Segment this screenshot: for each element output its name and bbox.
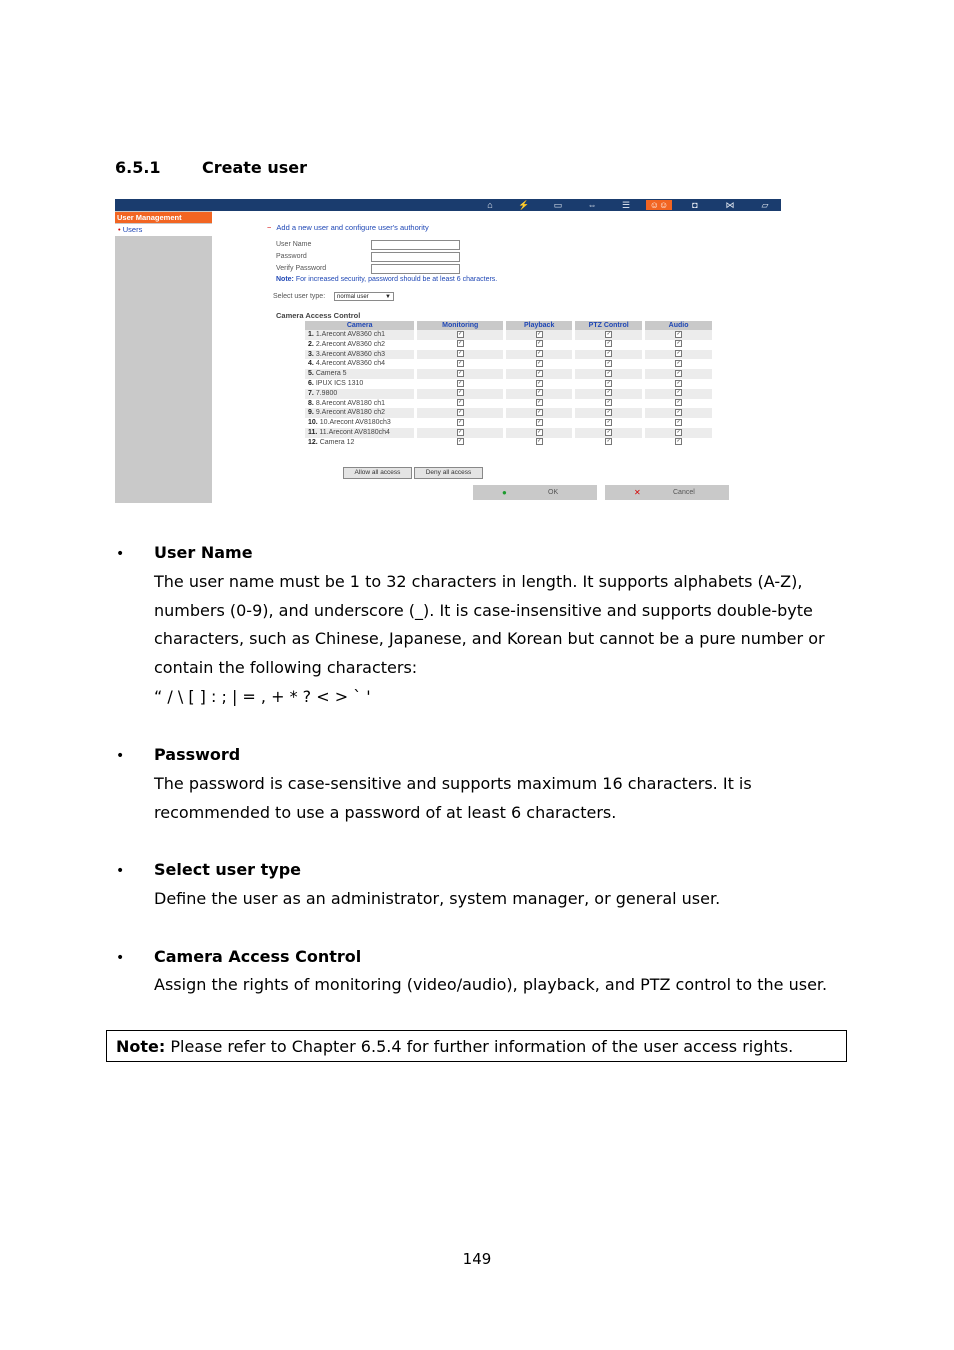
permission-checkbox[interactable]: ✓	[676, 418, 681, 425]
permission-checkbox[interactable]: ✓	[537, 418, 542, 425]
item-title-user-type: Select user type	[154, 860, 302, 879]
table-row	[305, 438, 714, 448]
permission-checkbox[interactable]: ✓	[458, 409, 463, 416]
camera-name-cell	[305, 369, 416, 379]
camera-number: 4.	[308, 360, 314, 368]
permission-cell	[505, 359, 574, 369]
users-icon[interactable]: ☺☺	[646, 200, 672, 210]
check-icon: ●	[502, 488, 507, 497]
user-type-select[interactable]	[334, 292, 394, 301]
permission-checkbox[interactable]: ✓	[458, 389, 463, 396]
body-line: The user name must be 1 to 32 characters in length. It supports alphabets (A-Z),	[154, 572, 803, 591]
permission-checkbox[interactable]: ✓	[606, 428, 611, 435]
permission-cell	[505, 379, 574, 389]
permission-checkbox[interactable]: ✓	[606, 409, 611, 416]
camera-name: 4.Arecont AV8360 ch4	[315, 360, 385, 368]
permission-cell	[644, 389, 714, 399]
permission-cell	[416, 408, 505, 418]
content-title	[267, 223, 429, 232]
permission-checkbox[interactable]: ✓	[458, 399, 463, 406]
permission-cell	[644, 399, 714, 409]
sidebar-item-users[interactable]	[115, 224, 212, 236]
sidebar-item-label: Users	[122, 225, 143, 234]
camera-number: 3.	[308, 350, 314, 358]
table-header-row	[305, 321, 714, 330]
bullet-marker: •	[116, 950, 125, 966]
permission-cell	[416, 350, 505, 360]
permission-checkbox[interactable]: ✓	[606, 389, 611, 396]
section-title: Create user	[202, 158, 308, 177]
tools-icon[interactable]: ⋈	[725, 200, 735, 210]
camera-name: IPUX ICS 1310	[315, 379, 364, 387]
permission-checkbox[interactable]: ✓	[676, 369, 681, 376]
permission-cell	[416, 369, 505, 379]
body-line: Define the user as an administrator, system manager, or general user.	[154, 889, 721, 908]
network-icon[interactable]: ⚡	[518, 200, 530, 210]
permission-cell	[644, 369, 714, 379]
camera-access-title: Camera Access Control	[276, 311, 361, 320]
permission-checkbox[interactable]: ✓	[676, 340, 681, 347]
camera-name-cell	[305, 330, 416, 340]
camera-name: Camera 12	[319, 438, 355, 446]
camera-name-cell	[305, 359, 416, 369]
table-row	[305, 408, 714, 418]
permission-checkbox[interactable]: ✓	[676, 399, 681, 406]
permission-checkbox[interactable]: ✓	[458, 340, 463, 347]
camera-name: 1.Arecont AV8360 ch1	[315, 331, 385, 338]
camera-number: 7.	[308, 389, 314, 397]
item-title-camera-access: Camera Access Control	[154, 947, 362, 966]
camera-number: 8.	[308, 399, 314, 407]
item-body-user-type	[154, 885, 854, 914]
permission-cell	[644, 340, 714, 350]
home-icon[interactable]: ⌂	[487, 200, 493, 210]
item-title-password: Password	[154, 745, 241, 764]
password-label: Password	[276, 253, 307, 260]
permission-checkbox[interactable]: ✓	[537, 350, 542, 357]
permission-cell	[644, 408, 714, 418]
table-row	[305, 389, 714, 399]
item-body-camera-access	[154, 971, 854, 1000]
table-row	[305, 369, 714, 379]
camera-name-cell	[305, 340, 416, 350]
camera-name: Camera 5	[315, 370, 347, 378]
body-line: Assign the rights of monitoring (video/audio), playback, and PTZ control to the user.	[154, 975, 828, 994]
camera-number: 2.	[308, 340, 314, 348]
permission-cell	[574, 389, 644, 399]
deny-all-access-button[interactable]: Deny all access	[414, 467, 483, 479]
body-line: contain the following characters:	[154, 658, 418, 678]
note-label: Note:	[116, 1037, 166, 1056]
note-box	[106, 1030, 847, 1062]
table-row	[305, 340, 714, 350]
logs-icon[interactable]: ▱	[761, 200, 769, 210]
user-management-screenshot	[115, 199, 781, 503]
allow-all-access-button[interactable]: Allow all access	[343, 467, 412, 479]
permission-checkbox[interactable]: ✓	[458, 369, 463, 376]
ok-button[interactable]	[473, 485, 597, 500]
camera-name: 7.9800	[315, 389, 338, 397]
note-text: For increased security, password should be at least 6 characters.	[295, 276, 498, 283]
column-header: Audio	[644, 321, 714, 330]
body-line: recommended to use a password of at least 6 characters.	[154, 802, 617, 822]
device-icon[interactable]: ▭	[553, 200, 563, 210]
camera-name: 2.Arecont AV8360 ch2	[315, 340, 385, 348]
permission-checkbox[interactable]: ✓	[458, 428, 463, 435]
permission-cell	[644, 379, 714, 389]
camera-name-cell	[305, 408, 416, 418]
permission-cell	[416, 418, 505, 428]
table-row	[305, 399, 714, 409]
bullet-marker: •	[116, 546, 125, 562]
body-line: characters, such as Chinese, Japanese, and Korean but cannot be a pure number or	[154, 629, 825, 649]
permission-cell	[644, 330, 714, 340]
user-name-input[interactable]	[371, 240, 460, 250]
password-input[interactable]	[371, 252, 460, 262]
storage-icon[interactable]: ☰	[621, 200, 631, 210]
permission-checkbox[interactable]: ✓	[676, 438, 681, 445]
camera-number: 11.	[308, 428, 318, 436]
camera-name-cell	[305, 399, 416, 409]
user-name-label: User Name	[276, 241, 312, 248]
note-text: Please refer to Chapter 6.5.4 for further information of the user access rights.	[170, 1037, 794, 1056]
permission-cell	[644, 350, 714, 360]
camera-name: 9.Arecont AV8180 ch2	[315, 409, 385, 417]
permission-cell	[505, 438, 574, 448]
table-row	[305, 379, 714, 389]
column-header: Playback	[505, 321, 574, 330]
bullet-marker: •	[116, 863, 125, 879]
permission-checkbox[interactable]: ✓	[606, 340, 611, 347]
permission-checkbox[interactable]: ✓	[606, 399, 611, 406]
section-number: 6.5.1	[115, 158, 161, 177]
item-body-user-name	[154, 568, 854, 712]
cancel-button[interactable]	[605, 485, 729, 500]
permission-checkbox[interactable]: ✓	[606, 418, 611, 425]
permission-cell	[644, 428, 714, 438]
ok-label: OK	[548, 489, 559, 496]
permission-cell	[416, 389, 505, 399]
permission-checkbox[interactable]: ✓	[537, 409, 542, 416]
permission-cell	[505, 389, 574, 399]
permission-checkbox[interactable]: ✓	[606, 379, 611, 386]
permission-cell	[505, 418, 574, 428]
item-body-password	[154, 770, 854, 827]
permission-checkbox[interactable]: ✓	[537, 399, 542, 406]
bullet-icon: •	[118, 225, 121, 234]
camera-number: 5.	[308, 370, 314, 378]
permission-checkbox[interactable]: ✓	[606, 330, 611, 337]
camera-name: 10.Arecont AV8180ch3	[319, 419, 391, 427]
table-row	[305, 330, 714, 340]
permission-checkbox[interactable]: ✓	[676, 389, 681, 396]
permission-cell	[574, 369, 644, 379]
camera-name-cell	[305, 350, 416, 360]
permission-cell	[416, 379, 505, 389]
permission-cell	[644, 418, 714, 428]
permission-cell	[574, 399, 644, 409]
permission-checkbox[interactable]: ✓	[606, 360, 611, 367]
permission-cell	[416, 330, 505, 340]
permission-cell	[505, 408, 574, 418]
user-type-value: normal user	[337, 294, 369, 300]
permission-cell	[416, 438, 505, 448]
bullet-marker: •	[116, 748, 125, 764]
permission-cell	[644, 359, 714, 369]
camera-number: 12.	[308, 438, 318, 446]
camera-name: 8.Arecont AV8180 ch1	[315, 399, 385, 407]
permission-checkbox[interactable]: ✓	[676, 409, 681, 416]
sidebar	[115, 211, 212, 503]
camera-name: 11.Arecont AV8180ch4	[319, 428, 390, 436]
permission-cell	[574, 359, 644, 369]
column-header: PTZ Control	[574, 321, 644, 330]
page-number: 149	[462, 1250, 492, 1268]
camera-number: 10.	[308, 419, 318, 427]
permission-checkbox[interactable]: ✓	[458, 438, 463, 445]
camera-name-cell	[305, 438, 416, 448]
verify-password-label: Verify Password	[276, 265, 327, 272]
permission-checkbox[interactable]: ✓	[676, 428, 681, 435]
camera-number: 6.	[308, 379, 314, 387]
permission-cell	[416, 359, 505, 369]
password-note	[276, 276, 497, 283]
permission-checkbox[interactable]: ✓	[537, 360, 542, 367]
permission-checkbox[interactable]: ✓	[606, 369, 611, 376]
permission-checkbox[interactable]: ✓	[676, 330, 681, 337]
table-row	[305, 428, 714, 438]
permission-cell	[505, 369, 574, 379]
body-line: “ / \ [ ] : ; | = , + * ? < > ` '	[154, 686, 371, 706]
permission-cell	[574, 408, 644, 418]
permission-checkbox[interactable]: ✓	[676, 350, 681, 357]
permission-cell	[416, 340, 505, 350]
user-type-label: Select user type:	[273, 293, 326, 300]
sidebar-header: User Management	[115, 212, 212, 223]
permission-checkbox[interactable]: ✓	[537, 428, 542, 435]
chevron-down-icon: ▼	[385, 294, 391, 300]
minus-icon: −	[267, 223, 272, 232]
permission-checkbox[interactable]: ✓	[458, 379, 463, 386]
camera-name-cell	[305, 428, 416, 438]
column-header: Monitoring	[416, 321, 505, 330]
camera-icon[interactable]: ◘	[692, 200, 698, 210]
item-title-user-name: User Name	[154, 543, 253, 562]
permission-checkbox[interactable]: ✓	[676, 360, 681, 367]
permission-cell	[505, 428, 574, 438]
body-line: numbers (0-9), and underscore (_). It is case-insensitive and supports double-byte	[154, 600, 813, 620]
permission-cell	[574, 330, 644, 340]
permission-cell	[644, 438, 714, 448]
permission-checkbox[interactable]: ✓	[458, 360, 463, 367]
column-header: Camera	[305, 321, 416, 330]
permission-checkbox[interactable]: ✓	[458, 418, 463, 425]
body-line: The password is case-sensitive and supports maximum 16 characters. It is	[154, 774, 752, 793]
camera-name-cell	[305, 389, 416, 399]
permission-cell	[416, 399, 505, 409]
permission-cell	[416, 428, 505, 438]
permission-cell	[505, 350, 574, 360]
permission-cell	[505, 399, 574, 409]
camera-name-cell	[305, 379, 416, 389]
top-toolbar	[115, 199, 781, 211]
section-heading	[115, 158, 307, 177]
permission-checkbox[interactable]: ✓	[537, 379, 542, 386]
permission-checkbox[interactable]: ✓	[537, 369, 542, 376]
table-row	[305, 418, 714, 428]
permission-cell	[505, 330, 574, 340]
permission-cell	[574, 438, 644, 448]
camera-access-table	[305, 321, 715, 448]
table-row	[305, 359, 714, 369]
verify-password-input[interactable]	[371, 264, 460, 274]
connection-icon[interactable]: ⇔	[587, 200, 597, 210]
permission-checkbox[interactable]: ✓	[537, 340, 542, 347]
permission-cell	[574, 340, 644, 350]
permission-checkbox[interactable]: ✓	[606, 438, 611, 445]
note-label: Note:	[276, 276, 294, 283]
permission-cell	[574, 418, 644, 428]
permission-cell	[574, 350, 644, 360]
camera-name: 3.Arecont AV8360 ch3	[315, 350, 385, 358]
camera-number: 1.	[308, 331, 314, 338]
permission-cell	[574, 379, 644, 389]
permission-checkbox[interactable]: ✓	[458, 350, 463, 357]
permission-cell	[505, 340, 574, 350]
camera-number: 9.	[308, 409, 314, 417]
table-row	[305, 350, 714, 360]
permission-checkbox[interactable]: ✓	[458, 330, 463, 337]
permission-checkbox[interactable]: ✓	[537, 389, 542, 396]
cancel-label: Cancel	[673, 489, 695, 496]
permission-checkbox[interactable]: ✓	[537, 330, 542, 337]
permission-cell	[574, 428, 644, 438]
permission-checkbox[interactable]: ✓	[537, 438, 542, 445]
camera-name-cell	[305, 418, 416, 428]
close-icon: ✕	[634, 488, 641, 497]
content-title-text: Add a new user and configure user's authority	[276, 223, 429, 232]
permission-checkbox[interactable]: ✓	[676, 379, 681, 386]
permission-checkbox[interactable]: ✓	[606, 350, 611, 357]
